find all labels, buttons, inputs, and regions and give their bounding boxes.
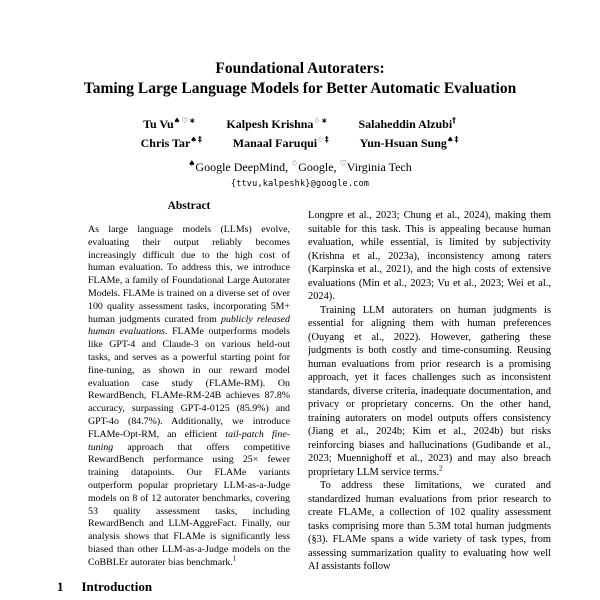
authors-block — [0, 113, 600, 189]
author-affiliation-marks: ♠♡∗ — [173, 116, 197, 125]
affiliation-text: Google, — [298, 160, 337, 174]
paper-title — [0, 59, 600, 99]
author-salaheddin-alzubi — [358, 113, 456, 132]
section-title: Introduction — [81, 579, 153, 594]
spade-mark-icon: ♠ — [188, 159, 196, 168]
abstract-italic-phrase2: tail-patch fine-tuning — [88, 428, 290, 453]
author-affiliation-marks: ♠‡ — [190, 135, 203, 144]
section-number: 1 — [57, 579, 64, 594]
left-column — [55, 196, 298, 600]
author-affiliation-marks: ♢∗ — [313, 116, 329, 125]
affiliation-google — [291, 160, 337, 174]
intro-paragraph-2-text: Training LLM autoraters on human judgments is essential for aligning them with human preferences (Ouyang et al., 2022). However, gathering these judgments is both costly and time-consuming. Reusing human evaluations from prior research is a promising approach, yet it faces challenges such as inconsistent standards, diverse criteria, inadequate documentation, and privacy or proprietary concerns. On the other hand, training autoraters on model outputs offers consistency (Jiang et al., 2024b; Kim et al., 2024b) but risks reinforcing biases and hallucinations (Gudibande et al., 2023; Muennighoff et al., 2023) and may also breach proprietary LLM service terms. — [308, 304, 551, 478]
two-column-body — [55, 196, 551, 600]
right-column — [308, 196, 551, 600]
author-manaal-faruqui — [233, 132, 330, 151]
author-name: Yun-Hsuan Sung — [359, 136, 447, 150]
section-heading-introduction — [57, 579, 152, 595]
intro-paragraph-2 — [308, 304, 551, 480]
intro-paragraph-continuation: Longpre et al., 2023; Chung et al., 2024), making them suitable for this task. This is appealing because human evaluation, while essential, is limited by subjectivity (Krishna et al., 2023a), inconsistency among raters (Karpinska et al., 2021), and the high costs of extensive evaluations (Min et al., 2023; Vu et al., 2023; Wei et al., 2024). — [308, 210, 551, 302]
author-affiliation-marks: ♢‡ — [317, 135, 330, 144]
author-name: Manaal Faruqui — [232, 136, 318, 150]
affiliation-text: Google DeepMind, — [195, 160, 289, 174]
author-yun-hsuan-sung — [360, 132, 460, 151]
abstract-seg5: approach that offers competitive RewardBench performance using 25× fewer training datapoints. Our FLAMe variants outperform popular proprietary LLM-as-a-Judge models on 8 of 12 autorater benchmarks, covering 53 quality assessment tasks, including RewardBench and LLM-AggreFact. Finally, our analysis shows that FLAMe is significantly less biased than other LLM-as-a-Judge models on the CoBBLEr autorater bias benchmark. — [88, 441, 290, 568]
affiliation-virginia-tech — [340, 160, 412, 174]
author-affiliation-marks: † — [452, 116, 457, 125]
affiliations-line — [0, 156, 600, 175]
footnote-1-marker: 1 — [232, 554, 237, 563]
contact-email: {ttvu,kalpeshk}@google.com — [230, 179, 370, 189]
footnote-2-marker: 2 — [439, 464, 443, 473]
author-affiliation-marks: ♠‡ — [446, 135, 460, 144]
abstract-seg1: As large language models (LLMs) evolve, evaluating their output reliably becomes increasingly difficult due to the high cost of human evaluation. To address this, we introduce FLAMe, a family of Foundational Large Autorater Models. FLAMe is trained on a diverse set of over 100 quality assessment tasks, incorporating 5M+ human judgments curated from — [88, 224, 290, 325]
abstract-italic-phrase1: publicly released human evaluations — [88, 313, 290, 338]
abstract-text — [88, 224, 290, 570]
authors-row-1 — [0, 113, 600, 132]
affiliation-text: Virginia Tech — [346, 160, 412, 174]
abstract-seg3: . FLAMe outperforms models like GPT-4 and Claude-3 on various held-out tasks, and serves as a powerful starting point for fine-tuning, as shown in our reward model evaluation case study (FLAMe-RM). On RewardBench, FLAMe-RM-24B achieves 87.8% accuracy, surpassing GPT-4-0125 (85.9%) and GPT-4o (84.7%). Additionally, we introduce FLAMe-Opt-RM, an efficient — [88, 326, 290, 440]
paper-title-line2: Taming Large Language Models for Better Automatic Evaluation — [83, 80, 517, 97]
author-name: Salaheddin Alzubi — [358, 117, 453, 131]
authors-row-2 — [0, 132, 600, 151]
author-kalpesh-krishna — [226, 113, 328, 132]
affiliation-google-deepmind — [188, 160, 288, 174]
paper-title-line1: Foundational Autoraters: — [215, 60, 385, 77]
abstract-heading: Abstract — [167, 200, 211, 212]
author-chris-tar — [141, 132, 203, 151]
intro-paragraph-3: To address these limitations, we curated and standardized human evaluations from prior research to create FLAMe, a collection of 102 quality assessment tasks comprising more than 5.3M total human judgments (§3). FLAMe spans a wide variety of task types, from assessing summarization quality to evaluating how well AI assistants follow — [308, 480, 551, 572]
diamond-mark-icon: ♢ — [291, 159, 299, 168]
heart-mark-icon: ♡ — [339, 159, 347, 168]
author-tu-vu — [143, 113, 196, 132]
author-name: Tu Vu — [143, 117, 174, 131]
author-name: Kalpesh Krishna — [226, 117, 314, 131]
author-name: Chris Tar — [140, 136, 191, 150]
